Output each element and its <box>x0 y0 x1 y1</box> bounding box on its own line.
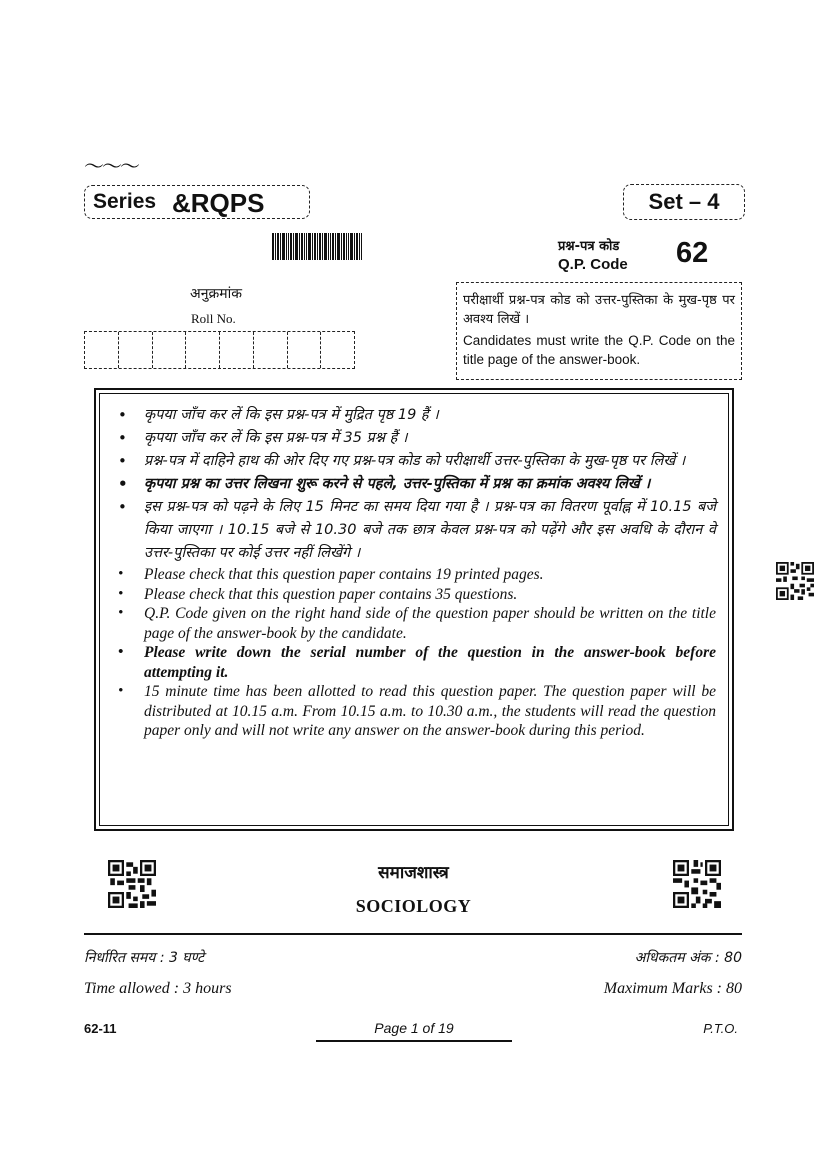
page-number-underline <box>316 1040 512 1042</box>
roll-digit-box <box>220 332 254 368</box>
time-allowed: Time allowed : 3 hours <box>84 980 232 997</box>
notice-english: Candidates must write the Q.P. Code on the title page of the answer-book. <box>463 333 735 367</box>
instruction-hindi: • इस प्रश्न-पत्र को पढ़ने के लिए 15 मिनट का समय दिया गया है । प्रश्न-पत्र का वितरण पूर्वाह्न में 10.15 बजे किया जाएगा । 10.15 बजे से 10.30 बजे तक छात्र केवल प्रश्न-पत्र को पढ़ेंगे और इस अवधि के दौरान वे उत्तर-पुस्तिका पर कोई उत्तर नहीं लिखेंगे । <box>118 496 716 565</box>
pto-label: P.T.O. <box>703 1021 738 1036</box>
roll-digit-box <box>85 332 119 368</box>
section-divider <box>84 933 742 935</box>
roll-digit-box <box>321 332 354 368</box>
maximum-marks: Maximum Marks : 80 <box>603 980 742 997</box>
roll-digit-box <box>153 332 187 368</box>
roll-digit-box <box>254 332 288 368</box>
series-label: Series <box>93 190 157 213</box>
wave-mark: 〜〜〜 <box>84 154 138 178</box>
roll-label-hindi: अनुक्रमांक <box>190 286 242 302</box>
instruction-hindi: • कृपया जाँच कर लें कि इस प्रश्न-पत्र में मुद्रित पृष्ठ 19 हैं । <box>118 404 716 427</box>
roll-digit-box <box>119 332 153 368</box>
paper-code: 62-11 <box>84 1021 117 1036</box>
set-number: Set – 4 <box>623 184 745 220</box>
instruction-hindi: • प्रश्न-पत्र में दाहिने हाथ की ओर दिए गए प्रश्न-पत्र कोड को परीक्षार्थी उत्तर-पुस्तिका के मुख-पृष्ठ पर लिखें । <box>118 450 716 473</box>
instruction-hindi: • कृपया प्रश्न का उत्तर लिखना शुरू करने से पहले, उत्तर-पुस्तिका में प्रश्न का क्रमांक अवश्य लिखें । <box>118 473 716 496</box>
instruction-english: • Please check that this question paper contains 35 questions. <box>118 585 716 605</box>
qr-code-icon <box>673 860 721 908</box>
qp-code-value: 62 <box>676 237 709 269</box>
instruction-hindi: • कृपया जाँच कर लें कि इस प्रश्न-पत्र में 35 प्रश्न हैं । <box>118 427 716 450</box>
instruction-english: • Please write down the serial number of the question in the answer-book before attempting it. <box>118 643 716 682</box>
instruction-english: • Please check that this question paper contains 19 printed pages. <box>118 565 716 585</box>
instructions-box <box>94 388 734 831</box>
qp-code-label: Q.P. Code <box>558 256 628 273</box>
qp-code-label-hindi: प्रश्न-पत्र कोड <box>558 239 620 254</box>
barcode <box>272 233 362 260</box>
page-number: Page 1 of 19 <box>374 1020 454 1036</box>
subject-title-hindi: समाजशास्त्र <box>378 863 449 883</box>
roll-digit-box <box>288 332 322 368</box>
series-code: &RQPS <box>172 188 265 218</box>
subject-title: SOCIOLOGY <box>355 896 472 916</box>
notice-hindi: परीक्षार्थी प्रश्न-पत्र कोड को उत्तर-पुस्तिका के मुख-पृष्ठ पर अवश्य लिखें । <box>463 293 735 327</box>
qr-code-icon <box>776 562 814 600</box>
maximum-marks-hindi: अधिकतम अंक : 80 <box>634 950 742 966</box>
time-allowed-hindi: निर्धारित समय : 3 घण्टे <box>84 950 205 966</box>
instruction-english: • Q.P. Code given on the right hand side of the question paper should be written on the title page of the answer-book by the candidate. <box>118 604 716 643</box>
instruction-english: • 15 minute time has been allotted to read this question paper. The question paper will be distributed at 10.15 a.m. From 10.15 a.m. to 10.30 a.m., the students will read the question paper only and will not write any answer on the answer-book during this period. <box>118 682 716 741</box>
roll-label: Roll No. <box>191 311 236 326</box>
instructions-list <box>118 404 716 741</box>
qp-code-notice <box>456 282 742 380</box>
roll-digit-box <box>186 332 220 368</box>
roll-number-boxes <box>84 331 355 369</box>
